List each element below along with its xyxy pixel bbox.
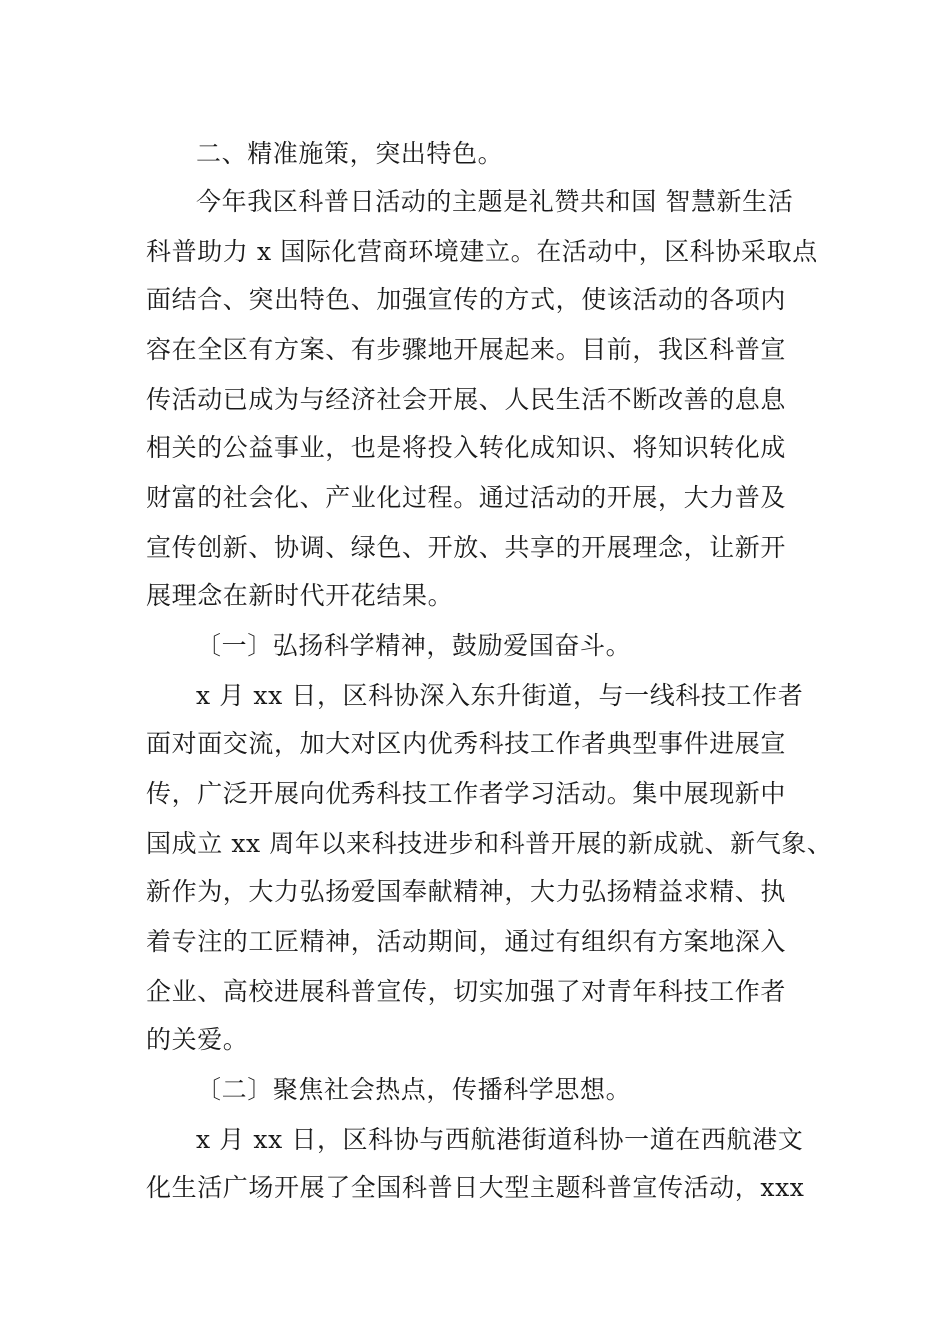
paragraph-line: 科普助力 x 国际化营商环境建立。在活动中，区科协采取点 <box>146 237 818 266</box>
paragraph-line: 面结合、突出特色、加强宣传的方式，使该活动的各项内 <box>146 285 787 314</box>
paragraph-line: 企业、高校进展科普宣传，切实加强了对青年科技工作者 <box>146 977 787 1006</box>
paragraph-line: 容在全区有方案、有步骤地开展起来。目前，我区科普宣 <box>146 335 787 364</box>
paragraph-line: 财富的社会化、产业化过程。通过活动的开展，大力普及 <box>146 483 787 512</box>
section-heading: 二、精准施策，突出特色。 <box>196 139 504 168</box>
paragraph-line: x 月 xx 日，区科协深入东升街道，与一线科技工作者 <box>196 681 804 710</box>
paragraph-line: 新作为，大力弘扬爱国奉献精神，大力弘扬精益求精、执 <box>146 877 787 906</box>
subsection-heading: 〔二〕聚焦社会热点，传播科学思想。 <box>196 1075 632 1104</box>
paragraph-line: x 月 xx 日，区科协与西航港街道科协一道在西航港文 <box>196 1125 804 1154</box>
subsection-heading: 〔一〕弘扬科学精神，鼓励爱国奋斗。 <box>196 631 632 660</box>
paragraph-line: 的关爱。 <box>146 1025 249 1054</box>
paragraph-line: 传活动已成为与经济社会开展、人民生活不断改善的息息 <box>146 385 787 414</box>
paragraph-line: 化生活广场开展了全国科普日大型主题科普宣传活动，xxx <box>146 1173 805 1202</box>
paragraph-line: 今年我区科普日活动的主题是礼赞共和国 智慧新生活 <box>196 187 794 216</box>
paragraph-line: 宣传创新、协调、绿色、开放、共享的开展理念，让新开 <box>146 533 787 562</box>
paragraph-line: 着专注的工匠精神，活动期间，通过有组织有方案地深入 <box>146 927 787 956</box>
paragraph-line: 传，广泛开展向优秀科技工作者学习活动。集中展现新中 <box>146 779 787 808</box>
paragraph-line: 面对面交流，加大对区内优秀科技工作者典型事件进展宣 <box>146 729 787 758</box>
paragraph-line: 展理念在新时代开花结果。 <box>146 581 454 610</box>
paragraph-line: 相关的公益事业，也是将投入转化成知识、将知识转化成 <box>146 433 787 462</box>
paragraph-line: 国成立 xx 周年以来科技进步和科普开展的新成就、新气象、 <box>146 829 833 858</box>
